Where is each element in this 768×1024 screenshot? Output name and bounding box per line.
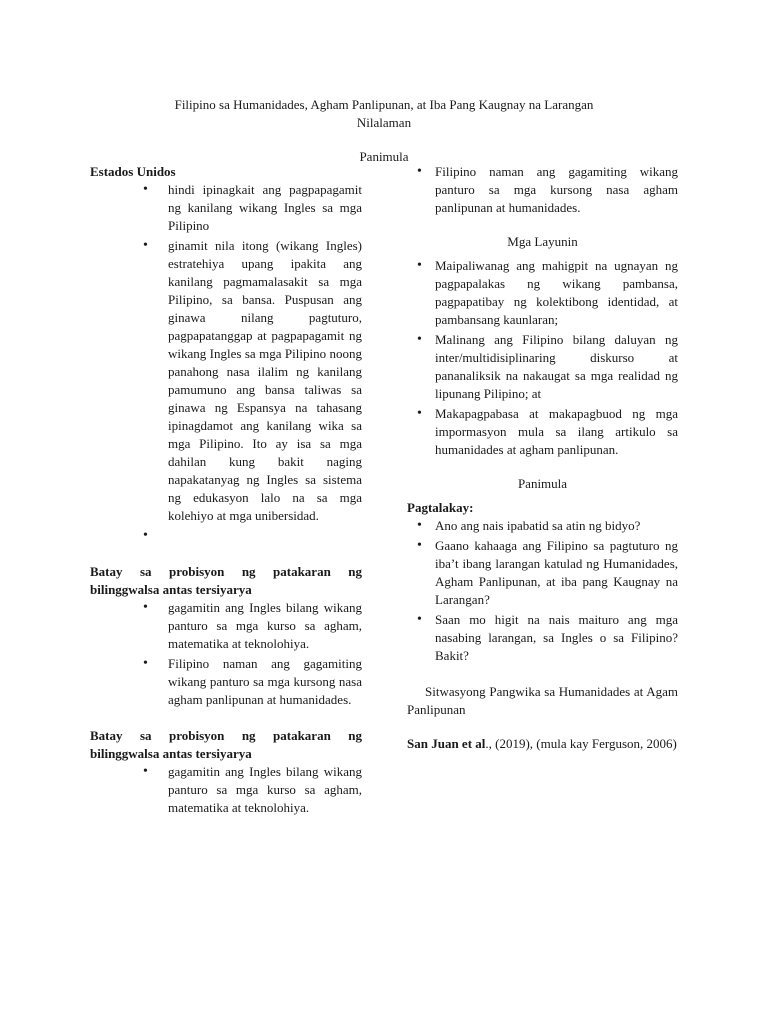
subheading-mga-layunin: Mga Layunin bbox=[507, 234, 578, 249]
list-item: • hindi ipinagkait ang pagpapagamit ng kanilang wikang Ingles sa mga Pilipino bbox=[140, 181, 362, 235]
heading-pagtalakay: Pagtalakay: bbox=[407, 500, 474, 515]
list-item: • ginamit nila itong (wikang Ingles) estratehiya upang ipakita ang kanilang pagmamalasakit sa mga Pilipino, sa bansa. Puspusan ang ginawa nilang pagtuturo, pagpapatanggap at pagpapagamit ng wikang Ingles sa mga Pilipino noong panahong nasa ilalim ng kanilang pamumuno ang bansa taliwas sa ginawa ng Espansya na tahasang ipinagdamot ang kanilang wika sa mga Pilipino. Ito ay isa sa mga dahilan kung bakit naging napakatanyag ng Ingles sa sistema ng edukasyon lalo na sa mga kolehiyo at mga unibersidad. bbox=[140, 237, 362, 525]
paragraph-sitwasyong-pangwika: Sitwasyong Pangwika sa Humanidades at Agam Panlipunan bbox=[407, 684, 678, 717]
bullet-list-pagtalakay bbox=[407, 517, 678, 665]
list-item-empty bbox=[140, 527, 362, 545]
citation-paragraph bbox=[407, 735, 678, 753]
heading-batay-probisyon-2: Batay sa probisyon ng patakaran ng bilinggwalsa antas tersiyarya bbox=[90, 728, 362, 761]
right-column bbox=[407, 163, 678, 753]
heading-estados-unidos: Estados Unidos bbox=[90, 164, 176, 179]
list-item: • Filipino naman ang gagamiting wikang panturo sa mga kursong nasa agham panlipunan at humanidades. bbox=[407, 163, 678, 217]
citation-details: ., (2019), (mula kay Ferguson, 2006) bbox=[485, 736, 677, 751]
document-title bbox=[90, 96, 678, 132]
top-subtitle: Panimula bbox=[359, 149, 409, 164]
title-line-2: Nilalaman bbox=[356, 115, 412, 130]
bullet-list-estados-unidos bbox=[90, 181, 362, 545]
list-item: • Malinang ang Filipino bilang daluyan ng inter/multidisiplinaring diskurso at pananaliksik na nakaugat sa mga realidad ng lipunang Pilipino; at bbox=[407, 331, 678, 403]
heading-batay-probisyon-1: Batay sa probisyon ng patakaran ng bilinggwalsa antas tersiyarya bbox=[90, 564, 362, 597]
list-item: • gagamitin ang Ingles bilang wikang panturo sa mga kurso sa agham, matematika at teknolohiya. bbox=[140, 599, 362, 653]
subheading-panimula: Panimula bbox=[517, 476, 568, 491]
title-line-1: Filipino sa Humanidades, Agham Panlipunan, at Iba Pang Kaugnay na Larangan bbox=[174, 97, 594, 112]
bullet-list-probisyon-1 bbox=[90, 599, 362, 709]
bullet-list-probisyon-2 bbox=[90, 763, 362, 817]
bullet-list-layunin bbox=[407, 257, 678, 459]
bullet-list-continuation bbox=[407, 163, 678, 217]
list-item: • gagamitin ang Ingles bilang wikang panturo sa mga kurso sa agham, matematika at teknolohiya. bbox=[140, 763, 362, 817]
list-item: • Saan mo higit na nais maituro ang mga nasabing larangan, sa Ingles o sa Filipino? Bakit? bbox=[407, 611, 678, 665]
left-column bbox=[90, 163, 362, 819]
citation-authors: San Juan et al bbox=[407, 736, 486, 751]
list-item: • Maipaliwanag ang mahigpit na ugnayan ng pagpapalakas ng wikang pambansa, pagpapatibay ng kolektibong identidad, at pambansang kaunlaran; bbox=[407, 257, 678, 329]
list-item: • Gaano kahaaga ang Filipino sa pagtuturo ng iba’t ibang larangan katulad ng Humanidades, Agham Panlipunan, at iba pang Kaugnay na Larangan? bbox=[407, 537, 678, 609]
list-item: • Ano ang nais ipabatid sa atin ng bidyo? bbox=[407, 517, 678, 535]
list-item: • Filipino naman ang gagamiting wikang panturo sa mga kursong nasa agham panlipunan at humanidades. bbox=[140, 655, 362, 709]
list-item: • Makapagpabasa at makapagbuod ng mga impormasyon mula sa ilang artikulo sa humanidades at agham panlipunan. bbox=[407, 405, 678, 459]
